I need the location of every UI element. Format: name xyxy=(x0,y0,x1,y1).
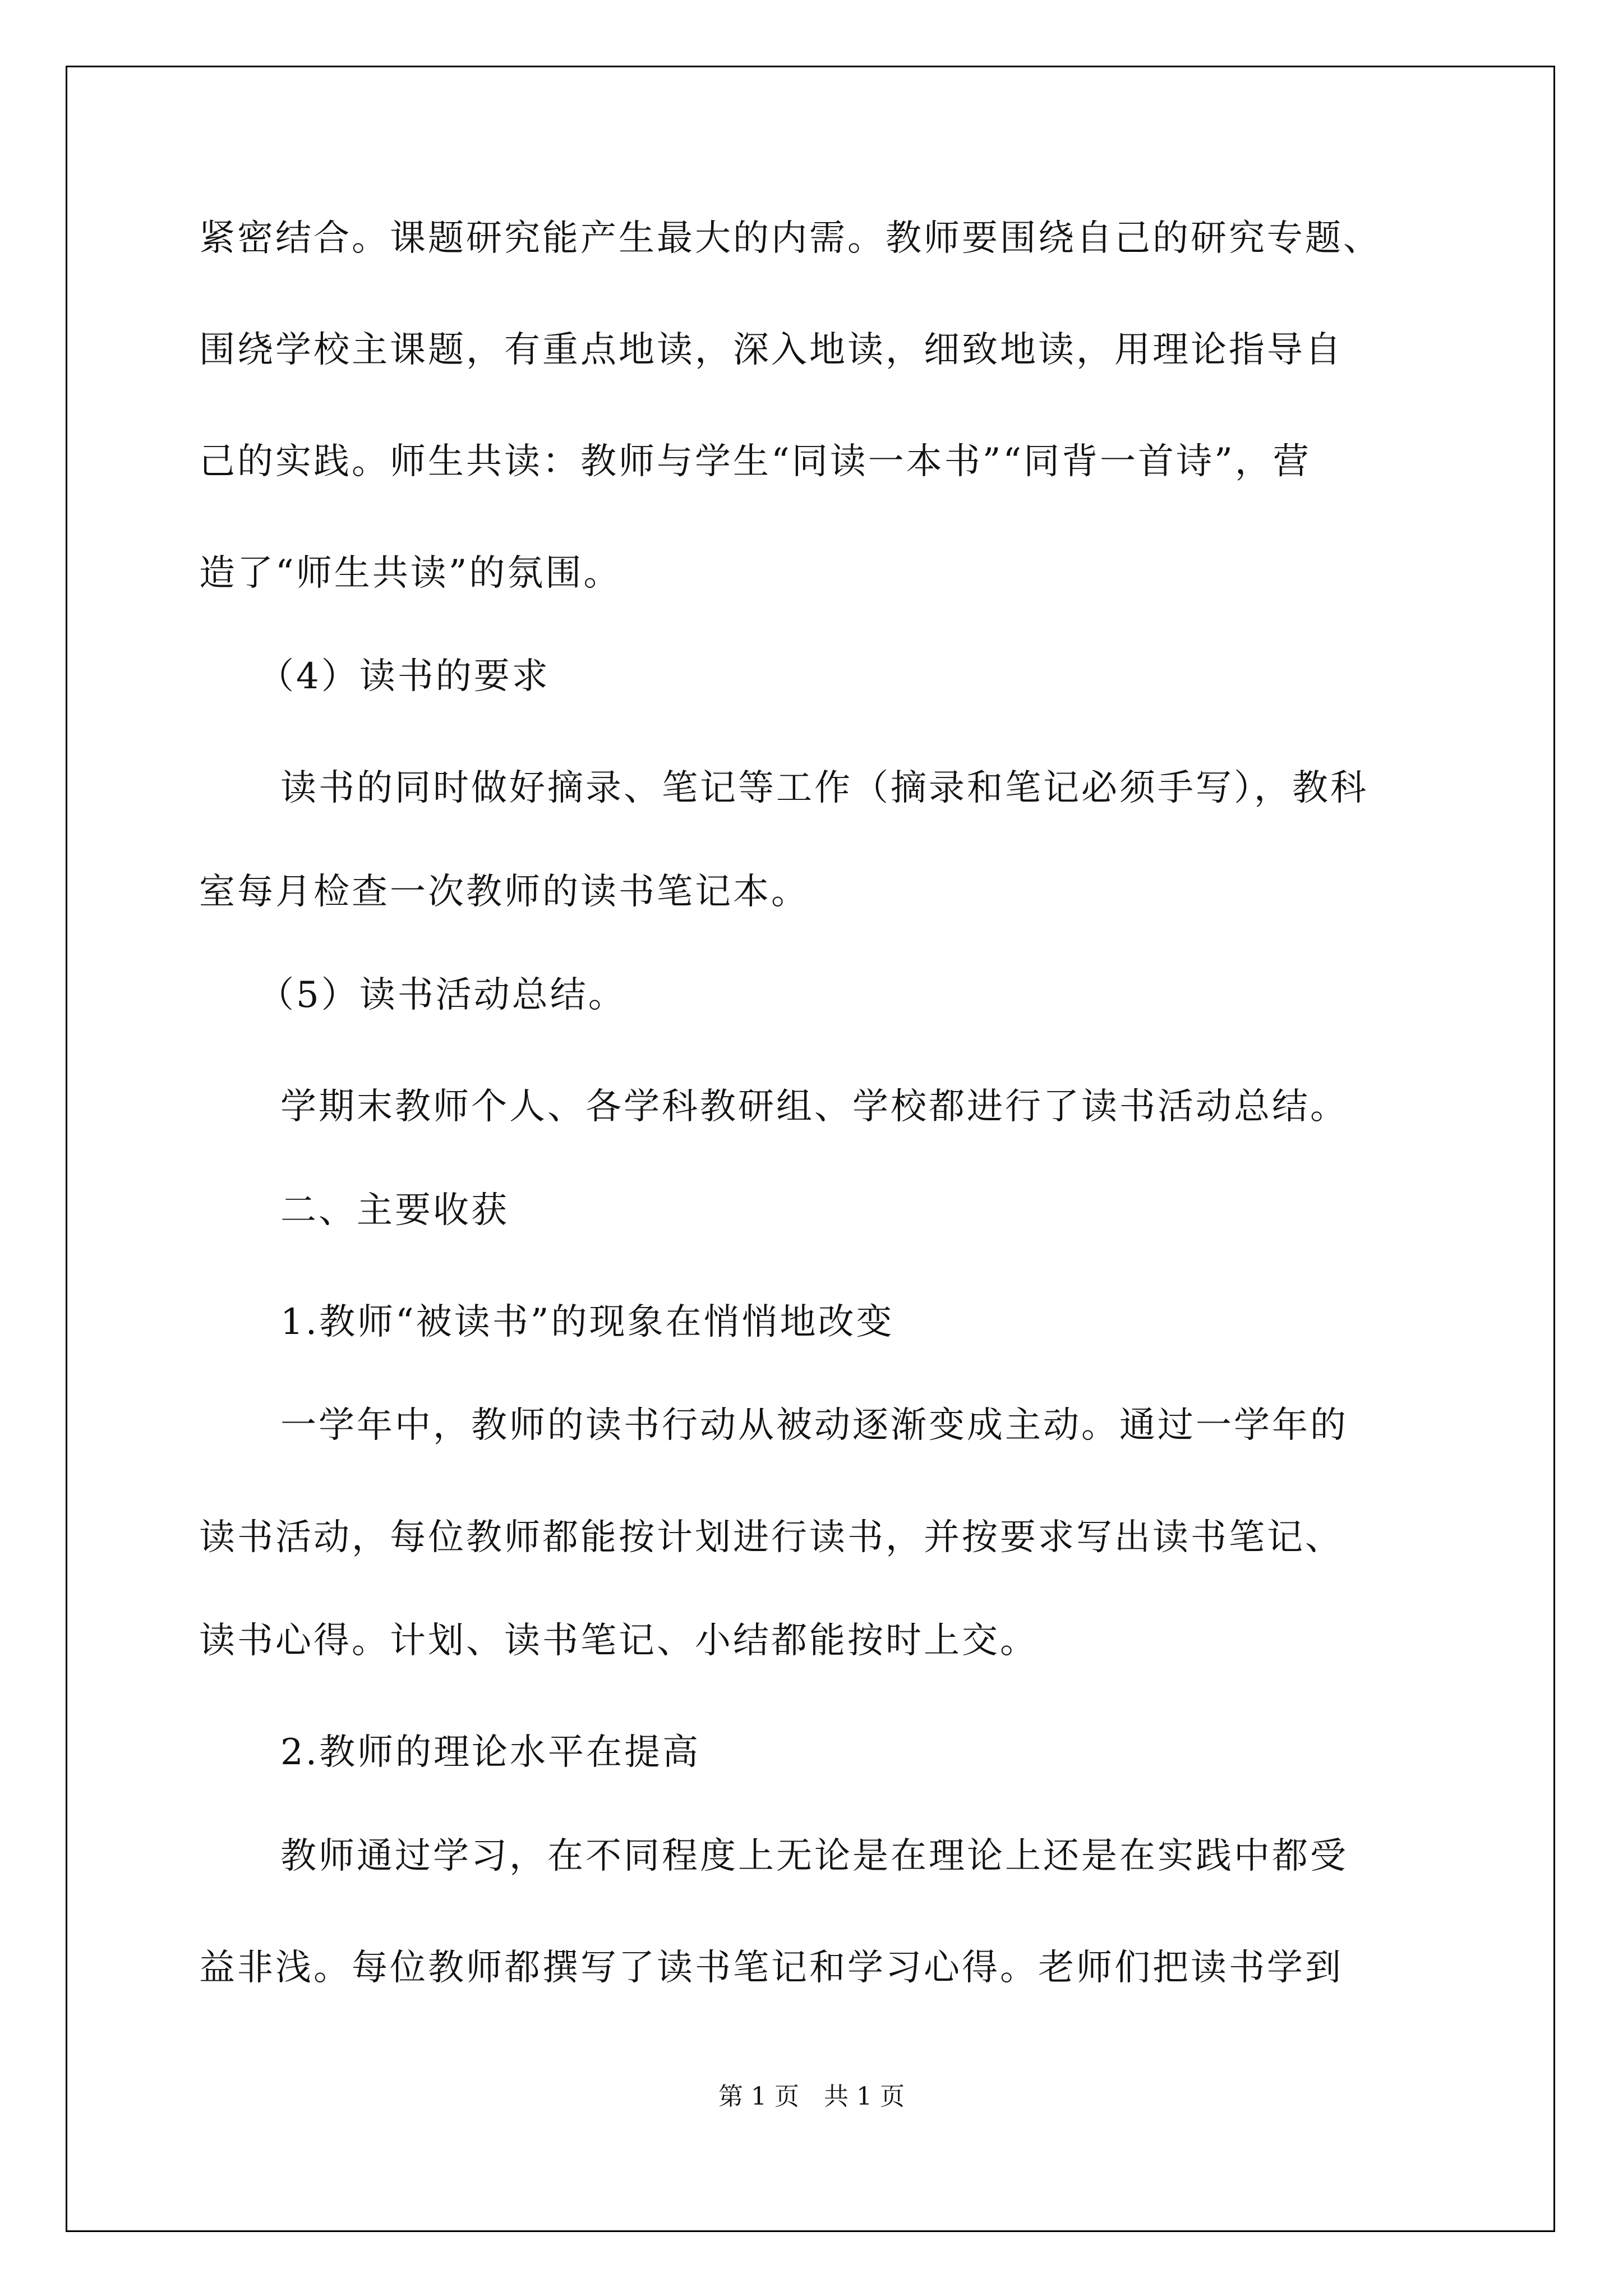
paragraph-line: 学期末教师个人、各学科教研组、学校都进行了读书活动总结。 xyxy=(280,1086,1348,1128)
paragraph-line: 紧密结合。课题研究能产生最大的内需。教师要围绕自己的研究专题、 xyxy=(199,218,1381,259)
section-heading: （5）读书活动总结。 xyxy=(258,974,626,1016)
paragraph-line: 一学年中，教师的读书行动从被动逐渐变成主动。通过一学年的 xyxy=(280,1405,1348,1446)
paragraph-line: 围绕学校主课题，有重点地读，深入地读，细致地读，用理论指导自 xyxy=(199,329,1343,371)
paragraph-line: 读书活动，每位教师都能按计划进行读书，并按要求写出读书笔记、 xyxy=(199,1517,1343,1558)
page-border xyxy=(66,66,1555,2232)
paragraph-line: 教师通过学习，在不同程度上无论是在理论上还是在实践中都受 xyxy=(280,1835,1348,1877)
section-heading: （4）读书的要求 xyxy=(258,656,550,697)
section-heading: 二、主要收获 xyxy=(280,1190,509,1231)
paragraph-line: 己的实践。师生共读：教师与学生“同读一本书”“同背一首诗”，营 xyxy=(199,441,1311,482)
page-number: 第 1 页 共 1 页 xyxy=(718,2082,905,2111)
paragraph-line: 读书的同时做好摘录、笔记等工作（摘录和笔记必须手写），教科 xyxy=(280,767,1368,809)
paragraph-line: 室每月检查一次教师的读书笔记本。 xyxy=(199,871,809,913)
paragraph-line: 读书心得。计划、读书笔记、小结都能按时上交。 xyxy=(199,1620,1038,1662)
paragraph-line: 造了“师生共读”的氛围。 xyxy=(199,553,622,594)
section-heading: 2.教师的理论水平在提高 xyxy=(280,1732,701,1773)
section-heading: 1.教师“被读书”的现象在悄悄地改变 xyxy=(280,1301,895,1343)
paragraph-line: 益非浅。每位教师都撰写了读书笔记和学习心得。老师们把读书学到 xyxy=(199,1947,1343,1989)
